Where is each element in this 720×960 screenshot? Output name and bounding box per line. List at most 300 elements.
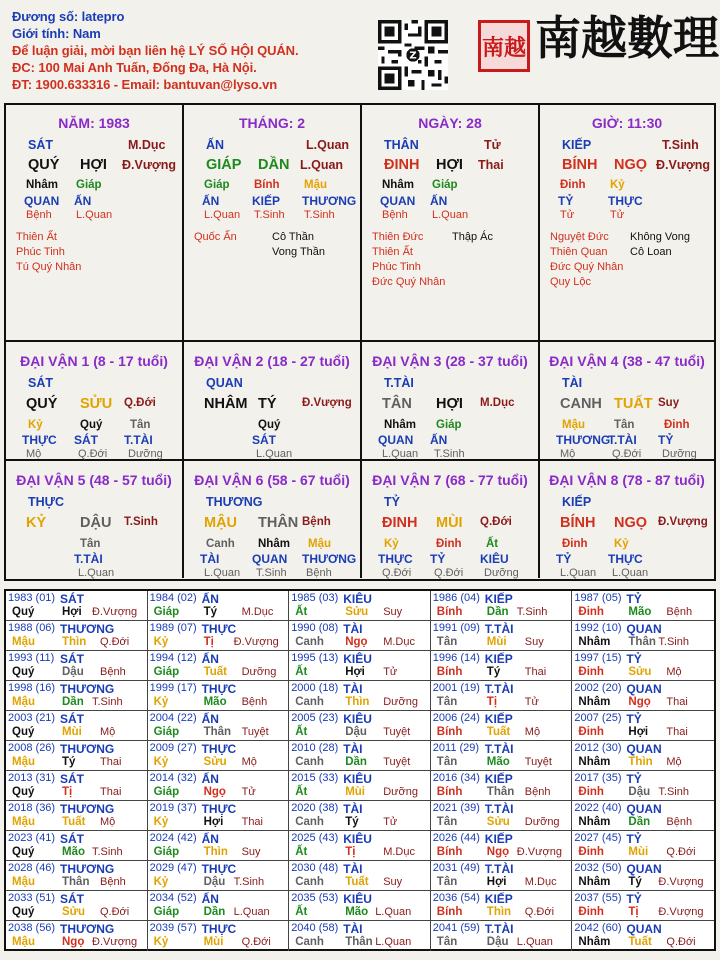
year-label: 2022 (40): [574, 802, 622, 814]
hidden-stage: L.Quan: [204, 209, 241, 221]
year-stage: Suy: [241, 846, 261, 858]
year-branch: Mùi: [628, 846, 649, 858]
year-branch: Thân: [203, 726, 232, 738]
year-ten-god: KIẾP: [484, 832, 513, 846]
year-ten-god: TÀI: [343, 802, 363, 816]
hidden-stage: T.Sinh: [304, 209, 335, 221]
dai-van-ten-god: TÀI: [562, 376, 583, 390]
year-stem: Giáp: [153, 846, 180, 858]
star-good: Phúc Tinh: [372, 261, 421, 273]
hidden-stem: Canh: [206, 538, 235, 550]
year-stage: Tuyệt: [524, 756, 552, 768]
year-cell: [572, 921, 714, 951]
year-cell: [572, 861, 714, 891]
year-stem: Tân: [436, 876, 458, 888]
year-ten-god: SÁT: [60, 772, 84, 786]
hidden-stem: Quý: [80, 419, 103, 431]
year-label: 2031 (49): [432, 862, 480, 874]
hidden-stem: Tân: [130, 419, 151, 431]
dai-van-title: ĐẠI VẬN 4 (38 - 47 tuổi): [549, 353, 705, 369]
svg-text:Z: Z: [409, 50, 417, 62]
year-label: 2028 (46): [8, 862, 56, 874]
year-cell: [148, 891, 290, 921]
hidden-stage: Dưỡng: [484, 567, 519, 579]
qr-code-icon[interactable]: [378, 20, 448, 90]
year-cell: [572, 801, 714, 831]
year-label: 2006 (24): [432, 712, 480, 724]
year-stem: Canh: [295, 876, 324, 888]
hidden-stage: Bệnh: [306, 567, 332, 579]
year-label: 2020 (38): [291, 802, 339, 814]
hidden-ten-god: T.TÀI: [124, 433, 153, 447]
year-branch: Dần: [628, 816, 651, 828]
year-stem: Bính: [436, 906, 463, 918]
year-ten-god: KIẾP: [484, 712, 513, 726]
year-stage: M.Dục: [383, 636, 415, 648]
year-cell: [431, 891, 573, 921]
year-cell: [289, 801, 431, 831]
year-label: 2030 (48): [291, 862, 339, 874]
year-branch: Dậu: [628, 786, 651, 798]
year-ten-god: QUAN: [626, 682, 662, 696]
year-ten-god: T.TÀI: [484, 622, 514, 636]
year-ten-god: THỰC: [201, 922, 237, 936]
year-ten-god: THƯƠNG: [60, 922, 115, 936]
year-stem: Giáp: [153, 606, 180, 618]
dai-van-stem: NHÂM: [204, 396, 248, 412]
year-branch: Sửu: [345, 606, 369, 618]
hidden-stem: Nhâm: [26, 179, 58, 191]
year-stage: Đ.Vượng: [92, 606, 138, 618]
dai-van-ten-god: THƯƠNG: [206, 495, 263, 509]
year-stage: M.Dục: [524, 876, 557, 888]
year-stem: Kỷ: [153, 756, 169, 768]
dai-van-cell: [6, 342, 184, 461]
year-stem: Quý: [12, 786, 35, 798]
year-branch: Sửu: [628, 666, 652, 678]
year-label: 2032 (50): [574, 862, 622, 874]
year-ten-god: THỰC: [201, 622, 237, 636]
year-branch: Mão: [345, 906, 369, 918]
year-stage: Thai: [241, 816, 263, 828]
year-ten-god: TỶ: [626, 592, 642, 606]
year-ten-god: SÁT: [60, 592, 84, 606]
year-stage: Tử: [241, 786, 256, 798]
year-ten-god: ẤN: [201, 892, 219, 906]
year-label: 2012 (30): [574, 742, 622, 754]
year-stem: Đinh: [578, 786, 604, 798]
year-cell: [431, 741, 573, 771]
year-cell: [148, 831, 290, 861]
year-ten-god: KIÊU: [343, 892, 372, 906]
hidden-stem: Quý: [258, 419, 281, 431]
year-label: 1988 (06): [8, 622, 56, 634]
year-ten-god: THƯƠNG: [60, 622, 115, 636]
year-stem: Giáp: [153, 726, 180, 738]
year-stem: Đinh: [578, 906, 604, 918]
year-stage: L.Quan: [516, 936, 553, 948]
year-branch: Thìn: [628, 756, 653, 768]
year-label: 2029 (47): [149, 862, 197, 874]
hidden-stage: Q.Đới: [78, 448, 108, 460]
year-stem: Kỷ: [153, 936, 169, 948]
year-label: 2019 (37): [149, 802, 197, 814]
hidden-stage: L.Quan: [560, 567, 597, 579]
year-label: 1985 (03): [291, 592, 339, 604]
year-stem: Nhâm: [578, 936, 611, 948]
year-stage: Thai: [666, 726, 688, 738]
hidden-ten-god: SÁT: [74, 433, 98, 447]
year-cell: [6, 801, 148, 831]
year-stem: Đinh: [578, 846, 604, 858]
hidden-ten-god: KIẾP: [252, 194, 281, 208]
dai-van-ten-god: SÁT: [28, 376, 53, 390]
year-stem: Đinh: [578, 666, 604, 678]
year-cell: [572, 831, 714, 861]
year-stage: Đ.Vượng: [516, 846, 562, 858]
hidden-ten-god: ẤN: [430, 433, 448, 447]
hidden-stem: Kỷ: [610, 179, 625, 191]
year-label: 2042 (60): [574, 922, 622, 934]
year-label: 1984 (02): [149, 592, 197, 604]
year-cell: [289, 921, 431, 951]
year-label: 2018 (36): [8, 802, 56, 814]
pillar-cell: [184, 105, 362, 342]
pillar-branch-state: Đ.Vượng: [656, 158, 711, 172]
year-branch: Dậu: [203, 876, 226, 888]
hidden-stem: Kỷ: [614, 538, 629, 550]
hidden-stage: T.Sinh: [434, 448, 465, 460]
hidden-stage: Tử: [560, 209, 575, 221]
year-stem: Ất: [295, 906, 308, 918]
dai-van-state: T.Sinh: [124, 516, 158, 528]
hidden-stage: T.Sinh: [256, 567, 287, 579]
year-branch: Tuất: [628, 936, 652, 948]
dai-van-cell: [362, 342, 540, 461]
year-ten-god: TÀI: [343, 742, 363, 756]
pillar-stem: QUÝ: [28, 157, 60, 173]
year-label: 2033 (51): [8, 892, 56, 904]
year-stem: Canh: [295, 696, 324, 708]
hidden-ten-god: THỰC: [378, 552, 413, 566]
year-label: 1998 (16): [8, 682, 56, 694]
year-stem: Quý: [12, 906, 35, 918]
year-cell: [148, 861, 290, 891]
year-cell: [431, 711, 573, 741]
year-ten-god: KIÊU: [343, 652, 372, 666]
year-ten-god: T.TÀI: [484, 922, 514, 936]
year-stage: Q.Đới: [524, 906, 555, 918]
year-branch: Tị: [62, 786, 73, 798]
dai-van-branch: SỬU: [80, 396, 113, 412]
year-cell: [572, 711, 714, 741]
year-branch: Sửu: [203, 756, 227, 768]
star-bad: Cô Loan: [630, 246, 672, 258]
year-stem: Ất: [295, 606, 308, 618]
dai-van-branch: DẬU: [80, 515, 112, 531]
hidden-stage: L.Quan: [256, 448, 293, 460]
year-stage: Thai: [100, 756, 122, 768]
dai-van-branch: TUẤT: [614, 396, 653, 412]
year-branch: Thìn: [62, 636, 87, 648]
hidden-stem: Mậu: [308, 538, 331, 550]
hidden-stem: Kỷ: [384, 538, 399, 550]
year-cell: [148, 591, 290, 621]
year-branch: Thìn: [203, 846, 228, 858]
year-stage: Dưỡng: [383, 786, 418, 798]
year-stem: Ất: [295, 666, 308, 678]
year-label: 1983 (01): [8, 592, 56, 604]
year-stem: Kỷ: [153, 876, 169, 888]
year-stem: Tân: [436, 636, 458, 648]
year-label: 2010 (28): [291, 742, 339, 754]
year-cell: [148, 921, 290, 951]
year-cell: [289, 771, 431, 801]
year-stage: M.Dục: [241, 606, 274, 618]
year-stem: Bính: [436, 846, 463, 858]
year-label: 1996 (14): [432, 652, 480, 664]
contact-line: Để luận giải, mời bạn liên hệ LÝ SỐ HỘI QUÁN.: [12, 43, 299, 58]
year-stem: Giáp: [153, 786, 180, 798]
pillar-stem: GIÁP: [206, 157, 242, 173]
year-stage: Tuyệt: [383, 726, 411, 738]
pillar-ten-god: SÁT: [28, 138, 53, 152]
year-label: 2039 (57): [149, 922, 197, 934]
year-cell: [289, 741, 431, 771]
year-branch: Thân: [345, 936, 373, 948]
year-label: 2013 (31): [8, 772, 56, 784]
year-branch: Tý: [345, 816, 359, 828]
pillar-branch-state: Thai: [478, 158, 504, 172]
year-branch: Mão: [486, 756, 510, 768]
year-ten-god: TỶ: [626, 772, 642, 786]
star-good: Thiên Quan: [550, 246, 608, 258]
hidden-stage: Mộ: [26, 448, 42, 460]
year-stage: Thai: [100, 786, 122, 798]
dai-van-ten-god: T.TÀI: [384, 376, 414, 390]
year-cell: [572, 771, 714, 801]
hidden-ten-god: ẤN: [74, 194, 92, 208]
pillar-title: THÁNG: 2: [238, 115, 306, 131]
dai-van-cell: [540, 342, 714, 461]
year-branch: Dậu: [62, 666, 84, 678]
hidden-ten-god: THƯƠNG: [302, 552, 357, 566]
year-stem: Giáp: [153, 906, 180, 918]
dai-van-ten-god: TỶ: [384, 495, 400, 509]
year-cell: [572, 651, 714, 681]
year-branch: Hợi: [628, 726, 649, 738]
year-stage: Bệnh: [524, 786, 551, 798]
year-label: 2041 (59): [432, 922, 480, 934]
dai-van-state: Q.Đới: [124, 397, 156, 409]
year-ten-god: QUAN: [626, 922, 662, 936]
dai-van-branch: THÂN: [258, 515, 299, 531]
year-stage: Q.Đới: [666, 846, 696, 858]
year-branch: Tị: [345, 846, 356, 858]
year-label: 2008 (26): [8, 742, 56, 754]
hidden-ten-god: QUAN: [380, 194, 416, 208]
year-branch: Tị: [628, 906, 639, 918]
hidden-ten-god: TỶ: [556, 552, 572, 566]
hidden-stem: Đinh: [664, 419, 690, 431]
year-cell: [148, 711, 290, 741]
year-stage: T.Sinh: [516, 606, 548, 618]
year-label: 2005 (23): [291, 712, 339, 724]
dai-van-stem: KỶ: [26, 515, 47, 531]
year-stem: Canh: [295, 636, 324, 648]
year-branch: Hợi: [203, 816, 224, 828]
year-cell: [148, 771, 290, 801]
dai-van-title: ĐẠI VẬN 5 (48 - 57 tuổi): [16, 472, 172, 488]
year-cell: [289, 711, 431, 741]
year-stem: Mậu: [12, 756, 35, 768]
pillar-stem: BÍNH: [562, 157, 598, 173]
year-stem: Bính: [436, 606, 463, 618]
pillar-grid: [4, 103, 716, 581]
year-ten-god: QUAN: [626, 802, 662, 816]
year-ten-god: TÀI: [343, 682, 363, 696]
year-stage: Q.Đới: [100, 906, 130, 918]
pillar-stem: ĐINH: [384, 157, 420, 173]
hidden-stem: Kỷ: [28, 419, 43, 431]
year-stem: Tân: [436, 936, 458, 948]
year-cell: [6, 741, 148, 771]
year-stem: Đinh: [578, 726, 604, 738]
year-cell: [148, 801, 290, 831]
star-bad: Thập Ác: [452, 231, 493, 243]
year-branch: Ngọ: [62, 936, 85, 948]
year-cell: [431, 861, 573, 891]
year-stem: Đinh: [578, 606, 604, 618]
pillar-cell: [362, 105, 540, 342]
year-ten-god: T.TÀI: [484, 682, 514, 696]
hidden-stem: Nhâm: [258, 538, 290, 550]
year-stem: Nhâm: [578, 816, 611, 828]
year-ten-god: KIÊU: [343, 712, 372, 726]
year-branch: Thìn: [345, 696, 370, 708]
star-good: Phúc Tinh: [16, 246, 65, 258]
year-ten-god: ẤN: [201, 592, 219, 606]
year-branch: Tý: [62, 756, 76, 768]
year-stage: Suy: [383, 606, 403, 618]
dai-van-title: ĐẠI VẬN 2 (18 - 27 tuổi): [194, 353, 350, 369]
year-label: 1993 (11): [8, 652, 55, 664]
year-cell: [148, 681, 290, 711]
year-ten-god: SÁT: [60, 892, 84, 906]
pillar-branch: NGỌ: [614, 157, 648, 173]
year-label: 2017 (35): [574, 772, 622, 784]
year-branch: Dậu: [486, 936, 509, 948]
year-stem: Kỷ: [153, 696, 169, 708]
year-ten-god: ẤN: [201, 712, 219, 726]
hidden-stage: L.Quan: [612, 567, 649, 579]
hidden-ten-god: ẤN: [202, 194, 220, 208]
hidden-stem: Đinh: [436, 538, 462, 550]
year-label: 2016 (34): [432, 772, 480, 784]
dai-van-cell: [540, 461, 714, 578]
year-ten-god: SÁT: [60, 712, 84, 726]
pillar-stage: Tử: [484, 138, 501, 152]
pillar-title: NĂM: 1983: [58, 115, 130, 131]
year-label: 2034 (52): [149, 892, 197, 904]
dai-van-branch: HỢI: [436, 396, 463, 412]
year-cell: [6, 831, 148, 861]
hidden-stage: Dưỡng: [128, 448, 163, 460]
year-cell: [6, 711, 148, 741]
year-cell: [6, 651, 148, 681]
year-cell: [289, 891, 431, 921]
dai-van-stem: ĐINH: [382, 515, 418, 531]
year-cell: [6, 591, 148, 621]
gender-line: Giới tính: Nam: [12, 26, 101, 41]
year-branch: Mão: [62, 846, 85, 858]
year-stage: M.Dục: [383, 846, 415, 858]
year-stage: Bệnh: [241, 696, 268, 708]
year-ten-god: QUAN: [626, 742, 662, 756]
year-ten-god: KIÊU: [343, 832, 372, 846]
year-label: 2038 (56): [8, 922, 56, 934]
star-good: Tú Quý Nhân: [16, 261, 82, 273]
year-ten-god: THƯƠNG: [60, 862, 115, 876]
dai-van-branch: MÙI: [436, 515, 463, 531]
year-ten-god: QUAN: [626, 862, 662, 876]
year-stage: Mộ: [666, 756, 682, 768]
hidden-stage: Tử: [610, 209, 625, 221]
year-stage: L.Quan: [375, 936, 412, 948]
year-label: 1999 (17): [149, 682, 197, 694]
dai-van-title: ĐẠI VẬN 3 (28 - 37 tuổi): [372, 353, 528, 369]
year-branch: Tuất: [345, 876, 369, 888]
year-branch: Dần: [345, 756, 367, 768]
year-cell: [431, 621, 573, 651]
year-cell: [572, 621, 714, 651]
year-label: 1992 (10): [574, 622, 622, 634]
year-label: 2027 (45): [574, 832, 622, 844]
year-cell: [572, 591, 714, 621]
dai-van-title: ĐẠI VẬN 1 (8 - 17 tuổi): [20, 353, 168, 369]
year-cell: [289, 651, 431, 681]
year-label: 2011 (29): [432, 742, 480, 754]
year-stage: Mộ: [241, 756, 257, 768]
address-line: ĐC: 100 Mai Anh Tuấn, Đống Đa, Hà Nội.: [12, 60, 257, 75]
hidden-stage: L.Quan: [382, 448, 419, 460]
year-stage: T.Sinh: [92, 696, 123, 708]
year-ten-god: TÀI: [343, 922, 363, 936]
pillar-cell: [540, 105, 714, 342]
year-label: 2009 (27): [149, 742, 197, 754]
year-stem: Bính: [436, 726, 463, 738]
year-ten-god: TÀI: [343, 622, 363, 636]
star-good: Nguyệt Đức: [550, 231, 609, 243]
hidden-stem: Tân: [80, 538, 101, 550]
hidden-ten-god: THƯƠNG: [302, 194, 357, 208]
year-branch: Ngọ: [628, 696, 651, 708]
year-ten-god: ẤN: [201, 832, 219, 846]
hidden-stem: Tân: [614, 419, 635, 431]
year-stage: Tử: [383, 816, 398, 828]
hidden-ten-god: QUAN: [378, 433, 414, 447]
year-stage: Đ.Vượng: [658, 876, 704, 888]
year-stem: Mậu: [12, 816, 35, 828]
dai-van-stem: TÂN: [382, 396, 412, 412]
pillar-branch: HỢI: [80, 157, 107, 173]
dai-van-title: ĐẠI VẬN 8 (78 - 87 tuổi): [549, 472, 705, 488]
year-ten-god: KIẾP: [484, 592, 513, 606]
year-stem: Canh: [295, 816, 324, 828]
hidden-stem: Nhâm: [384, 419, 416, 431]
dai-van-state: M.Dục: [480, 397, 515, 409]
pillar-branch-state: L.Quan: [300, 158, 344, 172]
